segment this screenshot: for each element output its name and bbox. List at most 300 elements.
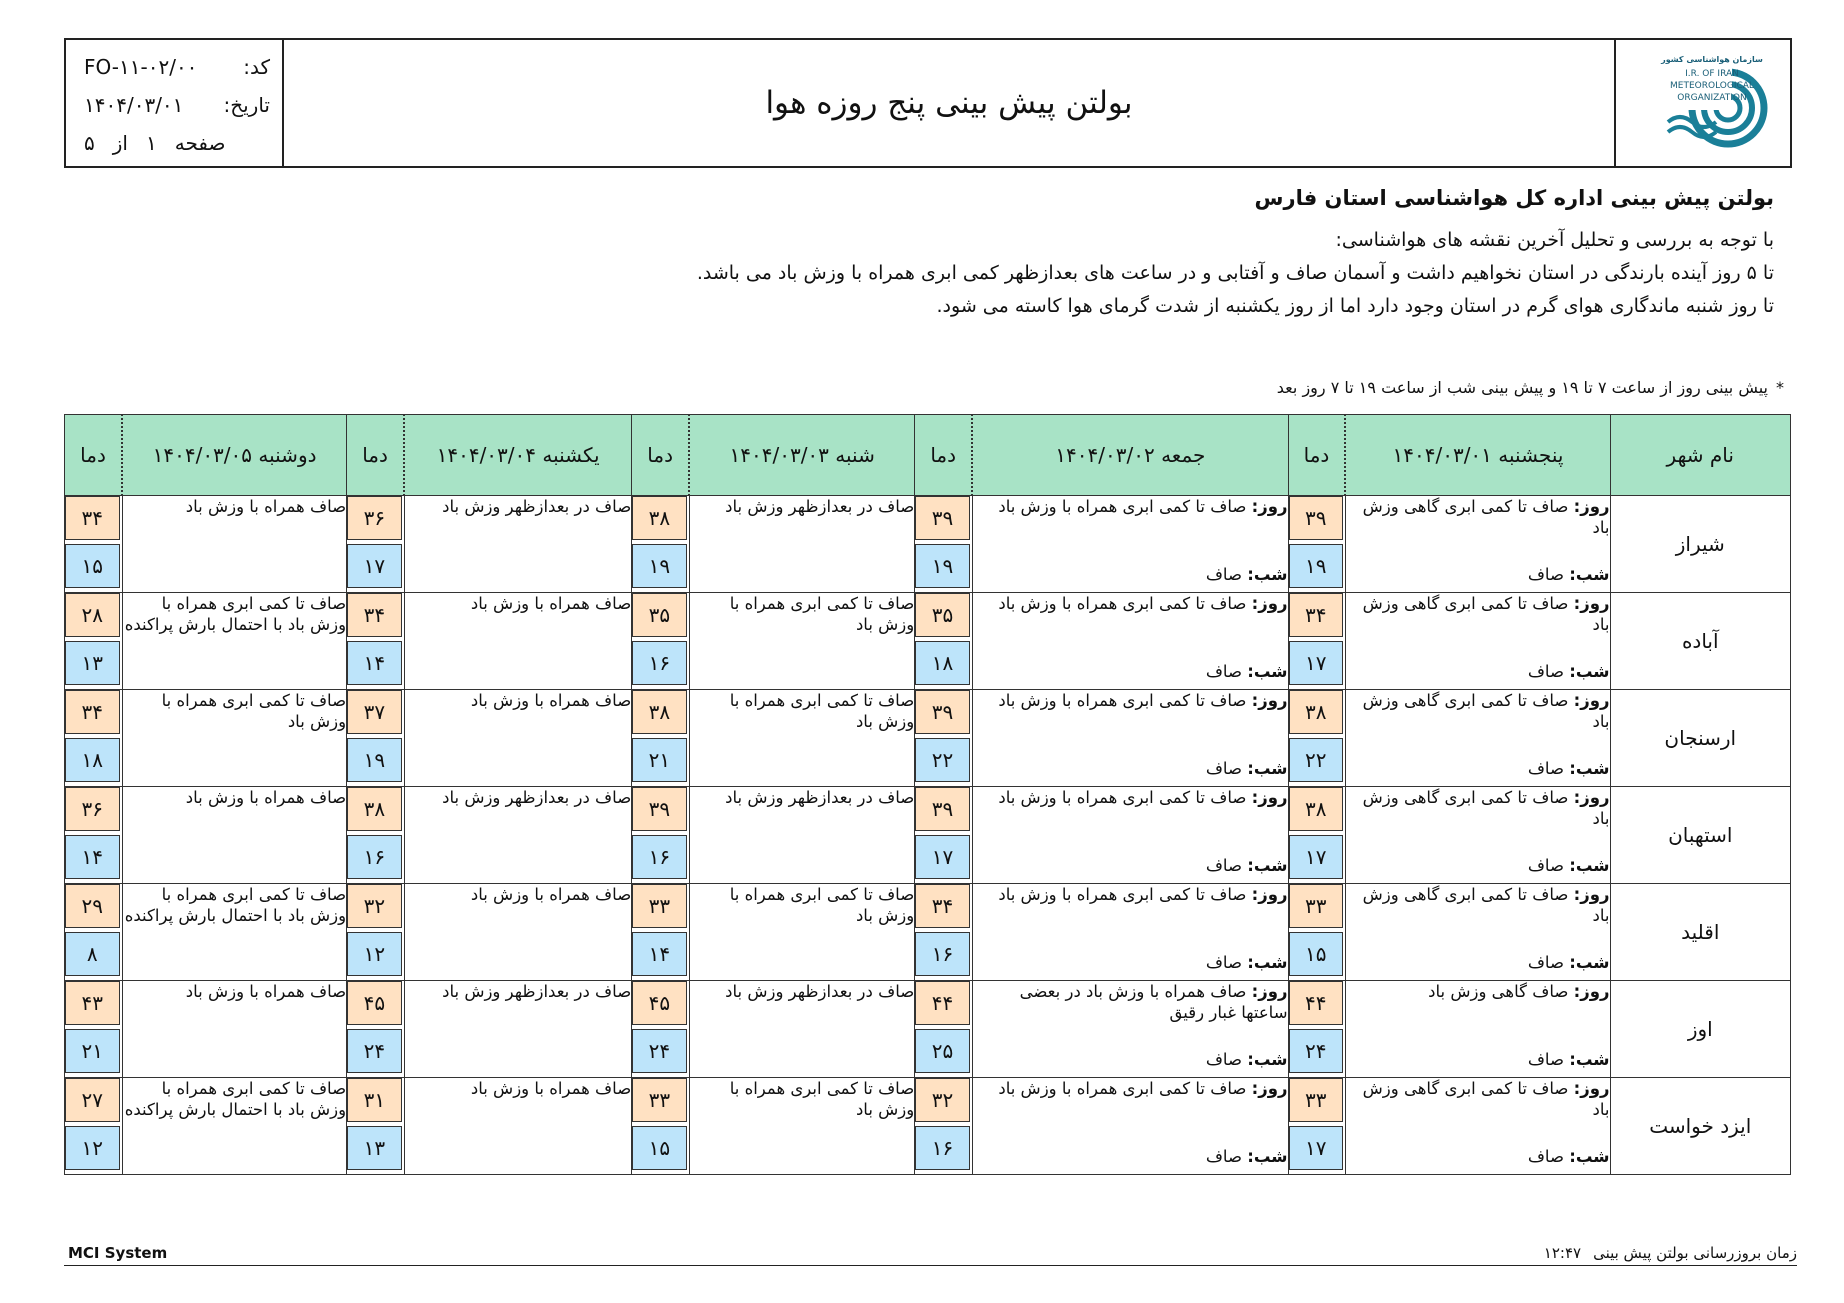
max-temperature: ۴۴ (1289, 981, 1343, 1025)
night-label: شب: (1569, 565, 1610, 584)
intro-line-1: با توجه به بررسی و تحلیل آخرین نقشه های هواشناسی: (1335, 229, 1774, 251)
forecast-day-2-text (972, 1078, 1288, 1175)
night-label: شب: (1247, 953, 1288, 972)
max-temperature: ۳۲ (347, 884, 401, 928)
forecast-day-3-text: صاف در بعدازظهر وزش باد (689, 496, 915, 593)
forecast-day-4-text: صاف در بعدازظهر وزش باد (404, 496, 632, 593)
temperature-day-2 (915, 1078, 972, 1175)
max-temperature: ۳۷ (347, 690, 401, 734)
city-name: اقلید (1610, 884, 1790, 981)
forecast-day-4-text: صاف همراه با وزش باد (404, 690, 632, 787)
min-temperature: ۲۴ (1289, 1029, 1343, 1073)
forecast-day-2-text (972, 690, 1288, 787)
max-temperature: ۳۹ (915, 787, 969, 831)
day-forecast (973, 884, 1288, 905)
night-forecast (973, 564, 1288, 591)
svg-text:METEOROLOGICAL: METEOROLOGICAL (1670, 81, 1754, 91)
intro-line-2: تا ۵ روز آینده بارندگی در استان نخواهیم داشت و آسمان صاف و آفتابی و در ساعت های بعدازظهر کمی ابری همراه با وزش باد می باشد. (696, 262, 1774, 284)
temperature-day-2 (915, 884, 972, 981)
forecast-day-4-text: صاف همراه با وزش باد (404, 884, 632, 981)
temperature-box (65, 593, 122, 689)
min-temperature: ۱۷ (1289, 641, 1343, 685)
temperature-day-4 (347, 593, 404, 690)
page-indicator (84, 131, 270, 155)
forecast-header-row (65, 415, 1791, 496)
temperature-box (632, 496, 688, 592)
forecast-day-3-text: صاف در بعدازظهر وزش باد (689, 787, 915, 884)
night-forecast (1346, 855, 1610, 882)
city-column-header: نام شهر (1610, 415, 1790, 496)
temperature-box (1289, 884, 1345, 980)
footer-update (1544, 1244, 1797, 1262)
date-value: ۱۴۰۴/۰۳/۰۱ (84, 93, 184, 117)
night-forecast-text: صاف (1205, 1050, 1242, 1069)
max-temperature: ۳۸ (632, 496, 686, 540)
temperature-box (632, 690, 688, 786)
day-night-wrap (1346, 1078, 1610, 1173)
max-temperature: ۳۳ (632, 884, 686, 928)
day-label: روز: (1573, 1079, 1610, 1098)
day-forecast (1346, 884, 1610, 926)
forecast-day-1-text (1345, 593, 1610, 690)
day-forecast (973, 496, 1288, 517)
page-label: صفحه (174, 131, 226, 155)
temperature-day-2 (915, 496, 972, 593)
forecast-day-5-text: صاف تا کمی ابری همراه با وزش باد (122, 690, 347, 787)
day-forecast (1346, 690, 1610, 732)
temperature-day-4 (347, 981, 404, 1078)
temperature-box (65, 884, 122, 980)
day-label: روز: (1573, 885, 1610, 904)
day-label: روز: (1251, 788, 1288, 807)
min-temperature: ۱۹ (347, 738, 401, 782)
max-temperature: ۳۵ (915, 593, 969, 637)
temperature-day-3 (632, 496, 689, 593)
day-forecast (1346, 1078, 1610, 1120)
min-temperature: ۱۳ (347, 1126, 401, 1170)
temperature-box (915, 496, 971, 592)
temperature-box (632, 787, 688, 883)
max-temperature: ۴۵ (632, 981, 686, 1025)
temperature-day-5 (65, 496, 123, 593)
temperature-box (65, 981, 122, 1077)
max-temperature: ۳۸ (632, 690, 686, 734)
day-forecast (1346, 593, 1610, 635)
day-forecast (973, 690, 1288, 711)
city-name: استهبان (1610, 787, 1790, 884)
city-name: ایزد خواست (1610, 1078, 1790, 1175)
temperature-box (347, 884, 403, 980)
document-meta (66, 40, 284, 166)
max-temperature: ۳۴ (1289, 593, 1343, 637)
forecast-day-3-text: صاف تا کمی ابری همراه با وزش باد (689, 593, 915, 690)
day-3-header: شنبه ۱۴۰۴/۰۳/۰۳ (689, 415, 915, 496)
night-forecast-text: صاف (1205, 565, 1242, 584)
day-label: روز: (1573, 594, 1610, 613)
temperature-box (347, 496, 403, 592)
date-row (84, 86, 270, 124)
forecast-row (65, 593, 1791, 690)
temperature-box (915, 1078, 971, 1174)
temperature-box (1289, 496, 1345, 592)
min-temperature: ۲۵ (915, 1029, 969, 1073)
night-label: شب: (1569, 1147, 1610, 1166)
min-temperature: ۱۹ (915, 544, 969, 588)
night-forecast-text: صاف (1527, 662, 1564, 681)
bulletin-intro (74, 186, 1774, 323)
night-forecast (1346, 1146, 1610, 1173)
min-temperature: ۲۲ (1289, 738, 1343, 782)
night-forecast (973, 758, 1288, 785)
night-forecast-text: صاف (1205, 856, 1242, 875)
night-label: شب: (1247, 856, 1288, 875)
max-temperature: ۴۵ (347, 981, 401, 1025)
day-night-wrap (973, 884, 1288, 979)
note-text: پیش بینی روز از ساعت ۷ تا ۱۹ و پیش بینی شب از ساعت ۱۹ تا ۷ روز بعد (1276, 378, 1768, 397)
min-temperature: ۲۴ (347, 1029, 401, 1073)
forecast-day-5-text: صاف تا کمی ابری همراه با وزش باد با احتمال بارش پراکنده (122, 1078, 347, 1175)
day-label: روز: (1251, 691, 1288, 710)
night-forecast-text: صاف (1527, 565, 1564, 584)
day-label: روز: (1251, 594, 1288, 613)
temperature-box (65, 690, 122, 786)
night-forecast-text: صاف (1205, 953, 1242, 972)
day-label: روز: (1251, 982, 1288, 1001)
temperature-day-5 (65, 787, 123, 884)
temperature-box (1289, 593, 1345, 689)
temperature-box (347, 981, 403, 1077)
city-name: آباده (1610, 593, 1790, 690)
day-forecast (973, 1078, 1288, 1099)
day-forecast-text: صاف تا کمی ابری گاهی وزش باد (1362, 594, 1610, 634)
temperature-day-1 (1288, 593, 1345, 690)
forecast-day-3-text: صاف تا کمی ابری همراه با وزش باد (689, 690, 915, 787)
temperature-day-5 (65, 593, 123, 690)
temperature-day-4 (347, 884, 404, 981)
temperature-day-5 (65, 981, 123, 1078)
temperature-day-4 (347, 787, 404, 884)
temperature-day-2 (915, 981, 972, 1078)
night-forecast (1346, 758, 1610, 785)
temperature-box (1289, 690, 1345, 786)
temperature-day-1 (1288, 690, 1345, 787)
max-temperature: ۳۳ (632, 1078, 686, 1122)
temperature-day-3 (632, 690, 689, 787)
day-forecast (1346, 981, 1610, 1002)
day-forecast-text: صاف تا کمی ابری همراه با وزش باد (998, 1079, 1247, 1098)
night-forecast-text: صاف (1527, 953, 1564, 972)
temp-header-day-2: دما (915, 415, 972, 496)
night-label: شب: (1569, 1050, 1610, 1069)
day-forecast-text: صاف تا کمی ابری همراه با وزش باد (998, 497, 1247, 516)
svg-text:ORGANIZATION: ORGANIZATION (1677, 93, 1747, 103)
temperature-day-3 (632, 593, 689, 690)
min-temperature: ۸ (65, 932, 120, 976)
max-temperature: ۳۱ (347, 1078, 401, 1122)
temperature-box (1289, 981, 1345, 1077)
forecast-time-note (1277, 378, 1784, 397)
min-temperature: ۱۷ (347, 544, 401, 588)
bulletin-subtitle: بولتن پیش بینی اداره کل هواشناسی استان فارس (1254, 186, 1774, 210)
footer-system: MCI System (68, 1244, 168, 1262)
intro-line-3: تا روز شنبه ماندگاری هوای گرم در استان وجود دارد اما از روز یکشنبه از شدت گرمای هوا کاسته می شود. (936, 295, 1774, 317)
page-row (84, 124, 270, 162)
max-temperature: ۳۴ (65, 690, 120, 734)
min-temperature: ۱۹ (1289, 544, 1343, 588)
day-4-header: یکشنبه ۱۴۰۴/۰۳/۰۴ (404, 415, 632, 496)
day-2-header: جمعه ۱۴۰۴/۰۳/۰۲ (972, 415, 1288, 496)
min-temperature: ۲۱ (65, 1029, 120, 1073)
day-forecast-text: صاف تا کمی ابری همراه با وزش باد (998, 594, 1247, 613)
day-forecast-text: صاف تا کمی ابری همراه با وزش باد (998, 788, 1247, 807)
forecast-row (65, 981, 1791, 1078)
min-temperature: ۱۶ (915, 1126, 969, 1170)
city-name: شیراز (1610, 496, 1790, 593)
svg-text:سازمان هواشناسی کشور: سازمان هواشناسی کشور (1661, 55, 1763, 64)
min-temperature: ۲۱ (632, 738, 686, 782)
day-label: روز: (1573, 691, 1610, 710)
temperature-day-1 (1288, 884, 1345, 981)
day-forecast-text: صاف تا کمی ابری همراه با وزش باد (998, 691, 1247, 710)
temperature-box (65, 1078, 122, 1174)
night-forecast (1346, 661, 1610, 688)
night-forecast (1346, 564, 1610, 591)
max-temperature: ۳۹ (1289, 496, 1343, 540)
night-label: شب: (1247, 1050, 1288, 1069)
min-temperature: ۱۷ (915, 835, 969, 879)
temperature-box (347, 593, 403, 689)
forecast-day-1-text (1345, 690, 1610, 787)
forecast-day-3-text: صاف تا کمی ابری همراه با وزش باد (689, 884, 915, 981)
day-label: روز: (1251, 885, 1288, 904)
temperature-box (915, 690, 971, 786)
bulletin-header (64, 38, 1792, 168)
day-forecast (1346, 496, 1610, 538)
forecast-day-5-text: صاف همراه با وزش باد (122, 787, 347, 884)
night-forecast (973, 661, 1288, 688)
max-temperature: ۳۲ (915, 1078, 969, 1122)
night-label: شب: (1569, 953, 1610, 972)
max-temperature: ۳۹ (632, 787, 686, 831)
temperature-box (65, 496, 122, 592)
temperature-box (347, 1078, 403, 1174)
temperature-box (347, 690, 403, 786)
max-temperature: ۳۸ (1289, 690, 1343, 734)
max-temperature: ۳۴ (65, 496, 120, 540)
night-forecast-text: صاف (1527, 759, 1564, 778)
temperature-day-4 (347, 1078, 404, 1175)
day-night-wrap (973, 981, 1288, 1076)
forecast-day-5-text: صاف تا کمی ابری همراه با وزش باد با احتمال بارش پراکنده (122, 884, 347, 981)
day-label: روز: (1251, 1079, 1288, 1098)
temperature-day-2 (915, 787, 972, 884)
temperature-box (632, 884, 688, 980)
night-forecast-text: صاف (1527, 856, 1564, 875)
day-forecast (1346, 787, 1610, 829)
min-temperature: ۱۶ (915, 932, 969, 976)
night-forecast (973, 1146, 1288, 1173)
forecast-row (65, 1078, 1791, 1175)
min-temperature: ۱۴ (65, 835, 120, 879)
min-temperature: ۱۶ (632, 835, 686, 879)
page-of-label: از (112, 131, 128, 155)
day-night-wrap (973, 1078, 1288, 1173)
temperature-box (1289, 1078, 1345, 1174)
page-total: ۵ (84, 131, 95, 155)
note-asterisk: * (1776, 378, 1784, 397)
day-forecast-text: صاف تا کمی ابری گاهی وزش باد (1362, 497, 1610, 537)
day-night-wrap (973, 787, 1288, 882)
temperature-day-1 (1288, 981, 1345, 1078)
max-temperature: ۲۹ (65, 884, 120, 928)
min-temperature: ۱۶ (632, 641, 686, 685)
min-temperature: ۱۴ (632, 932, 686, 976)
night-label: شب: (1247, 565, 1288, 584)
date-label: تاریخ: (223, 93, 270, 117)
forecast-day-3-text: صاف در بعدازظهر وزش باد (689, 981, 915, 1078)
day-forecast (973, 593, 1288, 614)
day-label: روز: (1573, 982, 1610, 1001)
forecast-day-4-text: صاف همراه با وزش باد (404, 593, 632, 690)
temperature-day-5 (65, 690, 123, 787)
forecast-day-1-text (1345, 1078, 1610, 1175)
max-temperature: ۴۴ (915, 981, 969, 1025)
forecast-day-2-text (972, 981, 1288, 1078)
min-temperature: ۱۵ (632, 1126, 686, 1170)
day-night-wrap (973, 690, 1288, 785)
day-night-wrap (1346, 593, 1610, 688)
night-label: شب: (1247, 1147, 1288, 1166)
temperature-day-1 (1288, 787, 1345, 884)
day-night-wrap (973, 593, 1288, 688)
temperature-box (632, 593, 688, 689)
min-temperature: ۲۲ (915, 738, 969, 782)
max-temperature: ۲۷ (65, 1078, 120, 1122)
max-temperature: ۳۸ (1289, 787, 1343, 831)
temp-header-day-4: دما (347, 415, 404, 496)
night-forecast (973, 855, 1288, 882)
day-forecast-text: صاف تا کمی ابری گاهی وزش باد (1362, 691, 1610, 731)
day-forecast-text: صاف تا کمی ابری همراه با وزش باد (998, 885, 1247, 904)
day-label: روز: (1573, 497, 1610, 516)
temperature-box (915, 593, 971, 689)
max-temperature: ۳۴ (915, 884, 969, 928)
forecast-row (65, 884, 1791, 981)
max-temperature: ۳۳ (1289, 884, 1343, 928)
day-night-wrap (1346, 981, 1610, 1076)
min-temperature: ۱۲ (65, 1126, 120, 1170)
city-name: ارسنجان (1610, 690, 1790, 787)
forecast-day-1-text (1345, 787, 1610, 884)
forecast-day-3-text: صاف تا کمی ابری همراه با وزش باد (689, 1078, 915, 1175)
temperature-box (915, 884, 971, 980)
meteorological-organization-logo-icon (1628, 48, 1778, 158)
update-label: زمان بروزرسانی بولتن پیش بینی (1593, 1244, 1797, 1262)
forecast-row (65, 787, 1791, 884)
day-night-wrap (1346, 496, 1610, 591)
code-row (84, 48, 270, 86)
city-name: اوز (1610, 981, 1790, 1078)
day-5-header: دوشنبه ۱۴۰۴/۰۳/۰۵ (122, 415, 347, 496)
forecast-day-2-text (972, 884, 1288, 981)
forecast-day-4-text: صاف در بعدازظهر وزش باد (404, 787, 632, 884)
min-temperature: ۱۸ (915, 641, 969, 685)
temperature-day-1 (1288, 1078, 1345, 1175)
min-temperature: ۱۷ (1289, 1126, 1343, 1170)
day-forecast-text: صاف همراه با وزش باد در بعضی ساعتها غبار رقیق (1019, 982, 1288, 1022)
max-temperature: ۳۶ (65, 787, 120, 831)
day-night-wrap (1346, 787, 1610, 882)
max-temperature: ۳۸ (347, 787, 401, 831)
night-forecast-text: صاف (1527, 1050, 1564, 1069)
min-temperature: ۱۸ (65, 738, 120, 782)
forecast-day-4-text: صاف همراه با وزش باد (404, 1078, 632, 1175)
temperature-day-2 (915, 593, 972, 690)
day-night-wrap (1346, 690, 1610, 785)
temp-header-day-3: دما (632, 415, 689, 496)
day-forecast-text: صاف تا کمی ابری گاهی وزش باد (1362, 788, 1610, 828)
min-temperature: ۱۹ (632, 544, 686, 588)
night-forecast-text: صاف (1205, 759, 1242, 778)
code-label: کد: (243, 55, 270, 79)
temperature-day-5 (65, 884, 123, 981)
forecast-table (64, 414, 1791, 1175)
temp-header-day-5: دما (65, 415, 123, 496)
forecast-row (65, 496, 1791, 593)
night-forecast-text: صاف (1205, 1147, 1242, 1166)
forecast-day-1-text (1345, 981, 1610, 1078)
temperature-box (632, 1078, 688, 1174)
forecast-day-1-text (1345, 884, 1610, 981)
day-label: روز: (1573, 788, 1610, 807)
night-forecast-text: صاف (1205, 662, 1242, 681)
max-temperature: ۲۸ (65, 593, 120, 637)
svg-text:I.R. OF IRAN: I.R. OF IRAN (1685, 69, 1739, 79)
temperature-day-1 (1288, 496, 1345, 593)
day-forecast-text: صاف گاهی وزش باد (1428, 982, 1569, 1001)
code-value: FO-۱۱-۰۲/۰۰ (84, 55, 198, 79)
night-label: شب: (1569, 759, 1610, 778)
forecast-day-5-text: صاف همراه با وزش باد (122, 496, 347, 593)
temperature-day-3 (632, 1078, 689, 1175)
temperature-day-2 (915, 690, 972, 787)
forecast-day-4-text: صاف در بعدازظهر وزش باد (404, 981, 632, 1078)
min-temperature: ۲۴ (632, 1029, 686, 1073)
night-forecast (1346, 952, 1610, 979)
bulletin-title: بولتن پیش بینی پنج روزه هوا (765, 85, 1133, 121)
footer-divider (64, 1265, 1797, 1266)
night-forecast (973, 1049, 1288, 1076)
max-temperature: ۳۹ (915, 690, 969, 734)
temperature-box (632, 981, 688, 1077)
day-night-wrap (973, 496, 1288, 591)
night-label: شب: (1569, 662, 1610, 681)
min-temperature: ۱۴ (347, 641, 401, 685)
day-night-wrap (1346, 884, 1610, 979)
organization-logo (1614, 40, 1790, 166)
day-forecast-text: صاف تا کمی ابری گاهی وزش باد (1362, 885, 1610, 925)
max-temperature: ۳۴ (347, 593, 401, 637)
forecast-day-1-text (1345, 496, 1610, 593)
temperature-box (915, 981, 971, 1077)
night-label: شب: (1247, 759, 1288, 778)
temperature-day-3 (632, 981, 689, 1078)
update-time: ۱۲:۴۷ (1543, 1244, 1582, 1262)
temperature-box (1289, 787, 1345, 883)
min-temperature: ۱۵ (1289, 932, 1343, 976)
max-temperature: ۳۵ (632, 593, 686, 637)
temperature-day-4 (347, 496, 404, 593)
